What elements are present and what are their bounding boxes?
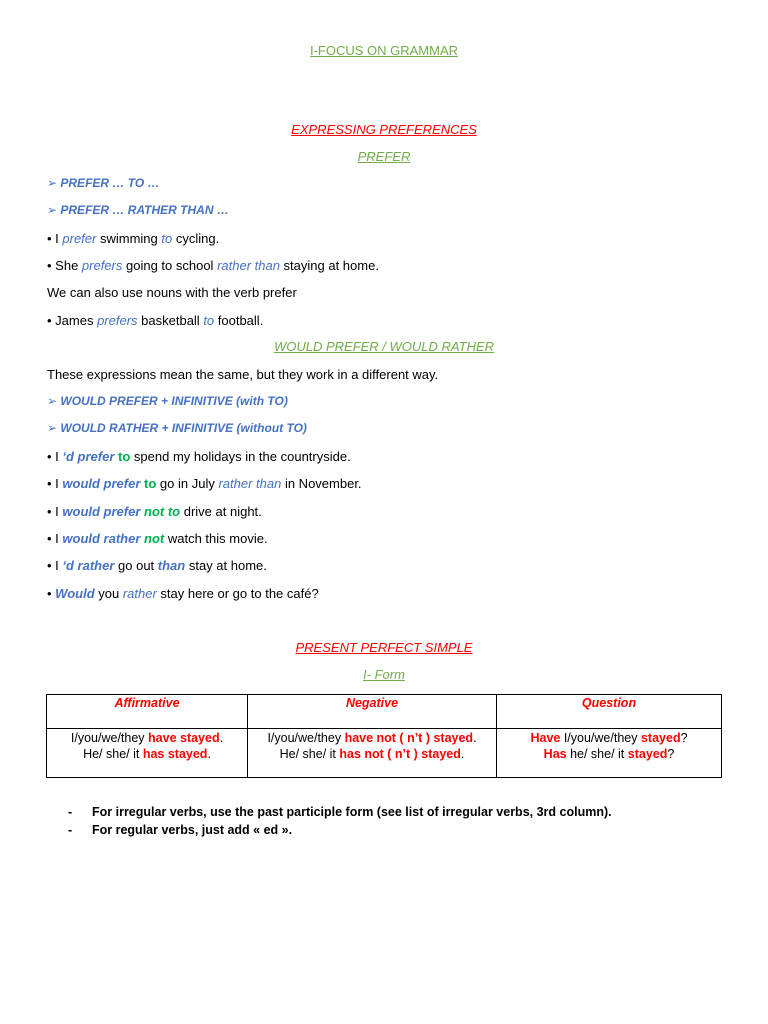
example-sentence: • I ‘d rather go out than stay at home. bbox=[47, 558, 267, 573]
note-regular-verbs: - For regular verbs, just add « ed ». bbox=[68, 823, 293, 837]
example-sentence: • I prefer swimming to cycling. bbox=[47, 231, 220, 246]
column-header-question: Question bbox=[497, 695, 722, 729]
affirmative-cell bbox=[47, 729, 248, 778]
column-header-affirmative: Affirmative bbox=[47, 695, 248, 729]
rule-prefer-to: ➢ PREFER … TO … bbox=[47, 176, 160, 190]
cell-line: He/ she/ it has stayed. bbox=[83, 747, 211, 761]
present-perfect-form-table bbox=[46, 694, 722, 778]
subsection-title-would: WOULD PREFER / WOULD RATHER bbox=[273, 339, 495, 354]
rule-prefer-rather-than: ➢ PREFER … RATHER THAN … bbox=[47, 203, 229, 217]
rule-would-rather: ➢ WOULD RATHER + INFINITIVE (without TO) bbox=[47, 421, 307, 435]
negative-cell bbox=[248, 729, 497, 778]
table-row bbox=[47, 729, 722, 778]
section-title-present-perfect: PRESENT PERFECT SIMPLE bbox=[295, 640, 473, 655]
section-title-preferences: EXPRESSING PREFERENCES bbox=[291, 122, 477, 137]
subsection-title-prefer: PREFER bbox=[357, 149, 411, 164]
cell-line: I/you/we/they have stayed. bbox=[70, 731, 224, 745]
example-sentence: • I would prefer to go in July rather than in November. bbox=[47, 476, 362, 491]
rule-would-prefer: ➢ WOULD PREFER + INFINITIVE (with TO) bbox=[47, 394, 288, 408]
note-text: These expressions mean the same, but they work in a different way. bbox=[47, 367, 439, 382]
note-irregular-verbs: - For irregular verbs, use the past participle form (see list of irregular verbs, 3rd column). bbox=[68, 805, 612, 819]
example-sentence: • James prefers basketball to football. bbox=[47, 313, 264, 328]
table-header-row bbox=[47, 695, 722, 729]
example-sentence: • Would you rather stay here or go to the café? bbox=[47, 586, 319, 601]
page-title: I-FOCUS ON GRAMMAR bbox=[309, 43, 459, 58]
cell-line: Have I/you/we/they stayed? bbox=[530, 731, 688, 745]
cell-line: He/ she/ it has not ( n’t ) stayed. bbox=[279, 747, 465, 761]
example-sentence: • I would prefer not to drive at night. bbox=[47, 504, 262, 519]
question-cell bbox=[497, 729, 722, 778]
example-sentence: • She prefers going to school rather than staying at home. bbox=[47, 258, 379, 273]
example-sentence: • I ‘d prefer to spend my holidays in the countryside. bbox=[47, 449, 351, 464]
note-text: We can also use nouns with the verb prefer bbox=[47, 285, 297, 300]
cell-line: I/you/we/they have not ( n’t ) stayed. bbox=[267, 731, 477, 745]
column-header-negative: Negative bbox=[248, 695, 497, 729]
cell-line: Has he/ she/ it stayed? bbox=[543, 747, 675, 761]
example-sentence: • I would rather not watch this movie. bbox=[47, 531, 268, 546]
subsection-title-form: I- Form bbox=[363, 667, 405, 682]
